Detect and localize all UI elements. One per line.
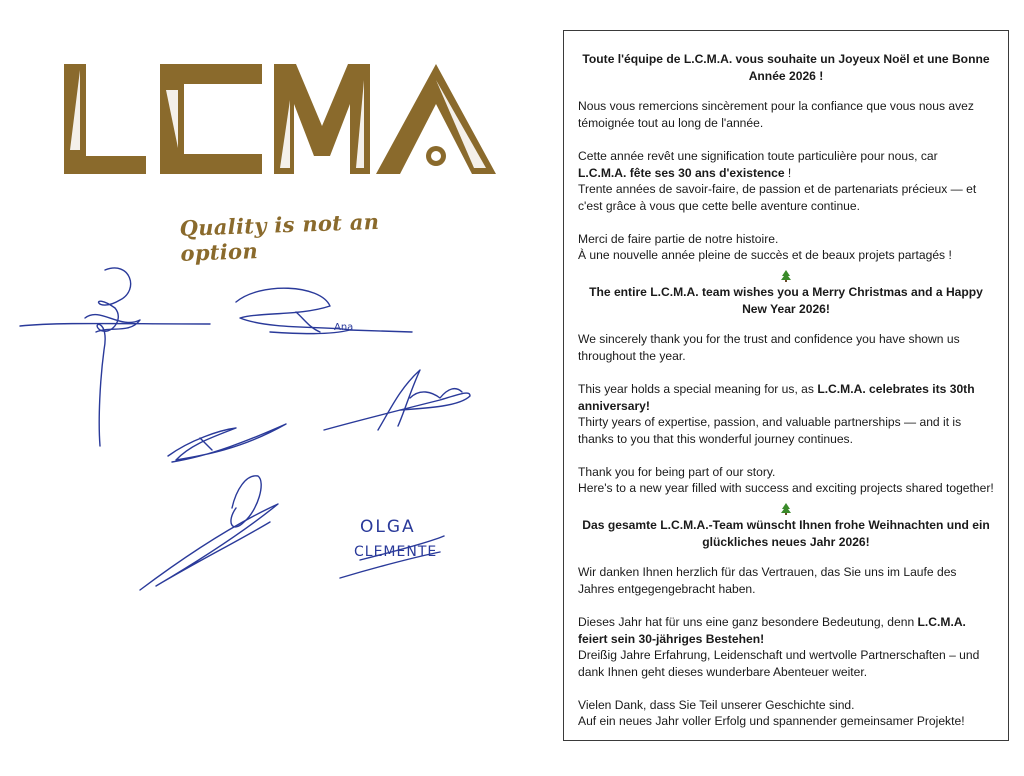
en-paragraph-2 <box>578 381 994 448</box>
fr-heading: Toute l'équipe de L.C.M.A. vous souhaite un Joyeux Noël et une Bonne Année 2026 ! <box>582 52 990 83</box>
fr-p2-rest: Trente années de savoir-faire, de passion et de partenariats précieux — et c'est grâce à vous que cette belle aventure continue. <box>578 182 977 213</box>
en-p2-rest: Thirty years of expertise, passion, and valuable partnerships — and it is thanks to you that this wonderful journey continues. <box>578 415 962 446</box>
en-heading: The entire L.C.M.A. team wishes you a Merry Christmas and a Happy New Year 2026! <box>589 285 983 316</box>
fr-p3-line1: Merci de faire partie de notre histoire. <box>578 231 779 246</box>
en-paragraph-1: We sincerely thank you for the trust and confidence you have shown us throughout the year. <box>578 332 960 364</box>
en-p2-bold: L.C.M.A. celebrates its 30th anniversary! <box>578 381 975 413</box>
en-p3-line2: Here's to a new year filled with success and exciting projects shared together! <box>578 481 994 496</box>
tagline: Quality is not an option <box>179 208 380 266</box>
en-p2-intro: This year holds a special meaning for us, as <box>578 381 818 396</box>
signature-2 <box>236 288 412 333</box>
fr-p2-bold: L.C.M.A. fête ses 30 ans d'existence <box>578 165 785 180</box>
signature-1 <box>20 268 210 446</box>
christmas-tree-icon <box>578 503 994 515</box>
en-p3-line1: Thank you for being part of our story. <box>578 464 776 479</box>
de-paragraph-1: Wir danken Ihnen herzlich für das Vertrauen, das Sie uns im Laufe des Jahres entgegengebracht haben. <box>578 565 957 597</box>
de-p2-bold: L.C.M.A. feiert sein 30-jähriges Bestehen! <box>578 614 966 646</box>
fr-p2-intro: Cette année revêt une signification toute particulière pour nous, car <box>578 148 938 163</box>
fr-paragraph-2 <box>578 148 994 215</box>
signature-6-line1: OLGA <box>360 517 416 537</box>
de-p2-rest: Dreißig Jahre Erfahrung, Leidenschaft und wertvolle Partnerschaften – und dank Ihnen geht dieses wunderbare Abenteuer weiter. <box>578 648 980 679</box>
de-paragraph-2 <box>578 614 994 681</box>
fr-paragraph-1: Nous vous remercions sincèrement pour la confiance que vous nous avez témoignée tout au long de l'année. <box>578 99 974 131</box>
signature-5 <box>140 476 278 590</box>
christmas-tree-icon <box>578 270 994 282</box>
en-paragraph-3 <box>578 464 994 497</box>
lcma-logo <box>60 60 500 180</box>
de-heading: Das gesamte L.C.M.A.-Team wünscht Ihnen frohe Weihnachten und ein glückliches neues Jahr 2026! <box>582 518 990 549</box>
greeting-card <box>563 30 1009 741</box>
signatures-area <box>0 260 540 620</box>
fr-paragraph-3 <box>578 231 994 264</box>
signature-6-line2: CLEMENTE <box>354 544 438 560</box>
de-p3-line1: Vielen Dank, dass Sie Teil unserer Geschichte sind. <box>578 697 855 712</box>
de-p2-intro: Dieses Jahr hat für uns eine ganz besondere Bedeutung, denn <box>578 614 918 629</box>
signature-4 <box>324 370 470 430</box>
de-p3-line2: Auf ein neues Jahr voller Erfolg und spannender gemeinsamer Projekte! <box>578 714 965 729</box>
signature-2-text: Ana <box>334 322 354 333</box>
signature-3 <box>168 424 286 462</box>
fr-p2-after: ! <box>784 165 792 180</box>
fr-p3-line2: À une nouvelle année pleine de succès et de beaux projets partagés ! <box>578 248 952 263</box>
de-paragraph-3 <box>578 697 994 730</box>
